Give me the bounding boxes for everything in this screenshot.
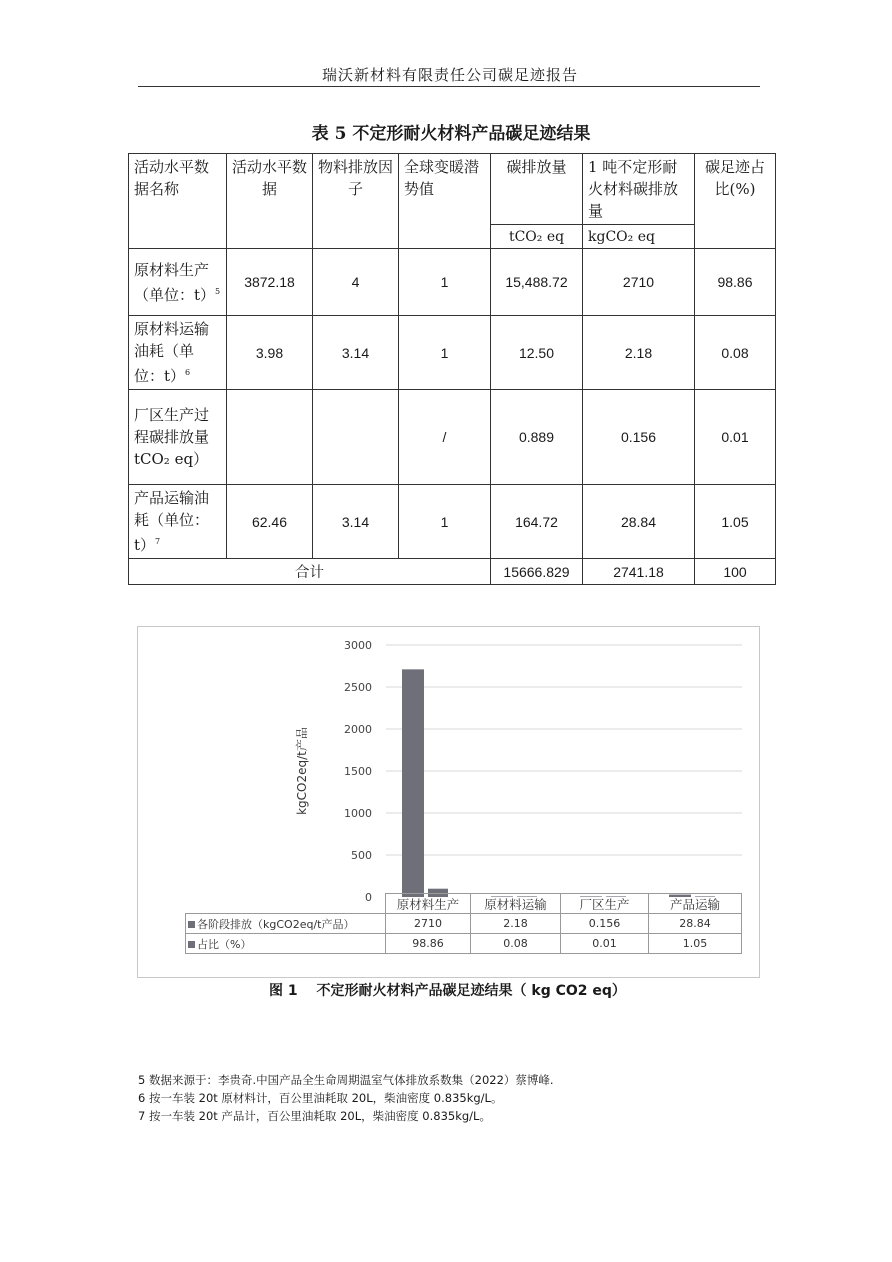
table-header-row [129,154,776,225]
data-table-value: 2710 [386,914,471,934]
header-activity-data: 活动水平数据 [227,154,313,249]
data-table-row [186,914,742,934]
row-label: 原材料生产（单位：t）$^5$ [129,249,227,316]
cell-emission-factor: 3.14 [313,316,399,390]
cell-activity-data: 3.98 [227,316,313,390]
y-tick-label: 0 [365,891,372,904]
chart-data-table [185,893,742,954]
table-row [129,249,776,316]
bar [402,669,424,897]
y-tick-label: 1000 [344,807,372,820]
cell-per-ton: 2710 [583,249,695,316]
data-table-corner [186,894,386,914]
row-label: 产品运输油耗（单位：t）$^7$ [129,485,227,559]
data-table-category: 原材料生产 [386,894,471,914]
row-label: 厂区生产过程碳排放量 tCO₂ eq） [129,390,227,485]
data-table-header-row [186,894,742,914]
data-table-row [186,934,742,954]
cell-emission: 15,488.72 [491,249,583,316]
cell-activity-data: 3872.18 [227,249,313,316]
legend-swatch [188,921,195,928]
total-label: 合计 [129,559,491,585]
header-per-ton: 1 吨不定形耐火材料碳排放量 [583,154,695,225]
cell-emission: 0.889 [491,390,583,485]
header-emission: 碳排放量 [491,154,583,225]
page-header-title: 瑞沃新材料有限责任公司碳足迹报告 [321,66,578,84]
y-tick-label: 3000 [344,639,372,652]
table-total-row [129,559,776,585]
row-label: 原材料运输油耗（单位：t）$^6$ [129,316,227,390]
header-activity-name: 活动水平数据名称 [129,154,227,249]
data-table-value: 0.01 [561,934,649,954]
cell-emission-factor: 4 [313,249,399,316]
data-table-value: 98.86 [386,934,471,954]
cell-share: 98.86 [695,249,776,316]
data-table-value: 0.156 [561,914,649,934]
y-tick-label: 500 [351,849,372,862]
carbon-footprint-table [128,153,776,585]
data-table-category: 厂区生产 [561,894,649,914]
cell-share: 1.05 [695,485,776,559]
total-share: 100 [695,559,776,585]
cell-per-ton: 2.18 [583,316,695,390]
header-gwp: 全球变暖潜势值 [399,154,491,249]
unit-emission: tCO₂ eq [491,225,583,249]
data-table-value: 2.18 [471,914,561,934]
y-axis-label: kgCO2eq/t产品 [295,727,309,815]
data-table-value: 28.84 [649,914,742,934]
table-caption: 表 5 不定形耐火材料产品碳足迹结果 [311,124,591,144]
cell-activity-data: 62.46 [227,485,313,559]
figure-caption: 图 1 不定形耐火材料产品碳足迹结果（ kg CO2 eq） [269,983,626,999]
cell-emission-factor [313,390,399,485]
y-tick-label: 2000 [344,723,372,736]
y-tick-label: 1500 [344,765,372,778]
cell-share: 0.01 [695,390,776,485]
unit-per-ton: kgCO₂ eq [583,225,695,249]
legend-swatch [188,941,195,948]
footnote: 6 按一车装 20t 原材料计，百公里油耗取 20L，柴油密度 0.835kg/L。 [138,1091,503,1105]
series-label: 各阶段排放（kgCO2eq/t产品） [186,914,386,934]
cell-gwp: 1 [399,249,491,316]
cell-activity-data [227,390,313,485]
total-emission: 15666.829 [491,559,583,585]
header-emission-factor: 物料排放因子 [313,154,399,249]
footnote: 5 数据来源于：李贵奇.中国产品全生命周期温室气体排放系数集（2022）蔡博峰. [138,1073,554,1087]
data-table-value: 0.08 [471,934,561,954]
cell-emission-factor: 3.14 [313,485,399,559]
cell-emission: 12.50 [491,316,583,390]
table-row [129,485,776,559]
header-divider [138,86,760,87]
data-table-category: 产品运输 [649,894,742,914]
header-share: 碳足迹占比(%) [695,154,776,249]
data-table-value: 1.05 [649,934,742,954]
table-row [129,390,776,485]
cell-per-ton: 0.156 [583,390,695,485]
series-label: 占比（%） [186,934,386,954]
total-per-ton: 2741.18 [583,559,695,585]
cell-per-ton: 28.84 [583,485,695,559]
footnote: 7 按一车装 20t 产品计，百公里油耗取 20L，柴油密度 0.835kg/L。 [138,1109,491,1123]
cell-emission: 164.72 [491,485,583,559]
cell-gwp: 1 [399,316,491,390]
table-row [129,316,776,390]
data-table-category: 原材料运输 [471,894,561,914]
cell-gwp: 1 [399,485,491,559]
cell-share: 0.08 [695,316,776,390]
cell-gwp: / [399,390,491,485]
y-tick-label: 2500 [344,681,372,694]
